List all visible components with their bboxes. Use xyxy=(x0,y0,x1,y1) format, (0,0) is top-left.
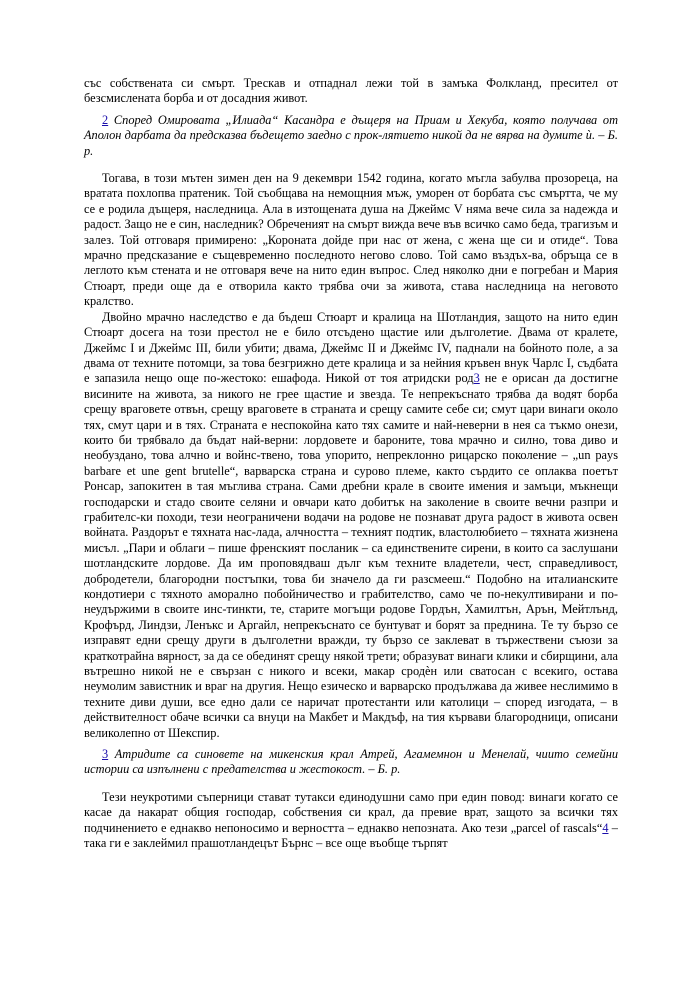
paragraph-text-part-2: не е орисан да достигне висините на живота, за никого не грее щастие и звезда. Те непрекъснато трябва да водят борба срещу враговете отвън, срещу враговете в страната и срещу самите себе си; смут цари винаги около тях, смут цари и в тях. Страната е неспокойна като тях самите и най-неверни в нея са тъкмо онези, които би трябвало да бъдат най-верни: лордовете и бароните, това мрачно и силно, това диво и необуздано, това алчно и войнс-твено, това упорито, непреклонно рицарско поколение – „un pays barbare et une gent brutelle“, варварска страна и сурово племе, както сърдито се оплаква поетът Ронсар, запокитен в тая мъглива страна. Сами дребни крале в своите имения и замъци, мъкнещи господарски и стадо своите селяни и овчари като добитък на заколение в своите вечни разпри и грабителс-ки походи, тези неограничени водачи на родове не познават друга радост в живота освен войната. Раздорът е тяхната нас-лада, алчността – техният подтик, властолюбието – тяхната жизнена мисъл. „Пари и облаги – пише френският посланик – са единствените сирени, в които са заслушани шотландските лордове. Да им проповядваш дълг към техните владетели, чест, справедливост, добродетели, благородни постъпки, това би значело да ги разсмееш.“ Подобно на италианските кондотиери с тяхното аморално побойничество и грабителство, само че по-некултивирани и по-неудържими в своите инс-тинкти, те, старите могъщи родове Гордън, Хамилтън, Арън, Мейтлънд, Крофърд, Линдзи, Ленъкс и Аргайл, непрекъснато се бунтуват и борят за преднина. Те ту бързо се изправят едни срещу други в дълголетни вражди, ту бързо се заклеват в тържествени съюзи за краткотрайна вярност, за да се обединят срещу някой трети; образуват винаги клики и сбирщини, ала вътрешно никой не е свързан с никого и всеки, макар сродѐн или сватосан с всекиго, остава неумолим завистник и враг на другия. Нещо езическо и варварско продължава да живее неслимимо в техните диви души, все едно дали се наричат протестанти или католици – според изгодата, – в действителност обаче всички са внуци на Макбет и Макдъф, на тия кървави благородници, описани великолепно от Шекспир. xyxy=(84,371,618,740)
paragraph-text-part-1: Двойно мрачно наследство е да бъдеш Стюарт и кралица на Шотландия, защото на нито един Стюарт досега на този престол не е било отсъдено щастие или дълголетие. Двама от кралете, Джеймс I и Джеймс III, били убити; двама, Джеймс II и Джеймс IV, паднали на бойното поле, а за двама от техните потомци, за това безгрижно дете кралица и за нейния кръвен внук Чарлс I, съдбата е запазила нещо още по-жестоко: ешафода. Никой от тоя атридски род xyxy=(84,309,618,386)
paragraph-text-part-1: Тези неукротими съперници стават тутакси единодушни само при един повод: винаги когато се касае да накарат общия господар, собствения си крал, да превие врат, защото за всички тях подчинението е еднакво непоносимо и верността – еднакво непозната. Ако тези „parcel of rascals“ xyxy=(84,789,618,835)
paragraph-stuart-inheritance xyxy=(84,310,618,741)
footnote-3-text: Атридите са синовете на микенския крал Атрей, Агамемнон и Менелай, чиито семейни истории са изпълнени с предателства и жестокост. – Б. р. xyxy=(84,747,618,777)
paragraph-text-part-2: – така ги е заклеймил прашотландецът Бърнс – все още въобще търпят xyxy=(84,820,618,851)
footnote-3-number[interactable]: 3 xyxy=(102,747,109,762)
footnote-3 xyxy=(84,747,618,778)
footnote-3-reference[interactable]: 3 xyxy=(473,371,480,386)
paragraph-james-v-death: Тогава, в този мътен зимен ден на 9 декември 1542 година, когато мъгла забулва прозореца, на вратата похлопва пратеник. Той съобщава на немощния мъж, уморен от борбата със смъртта, че му се е родила дъщеря, наследница. Ала в изтощената душа на Джеймс V няма вече сила за надежда и радост. Защо не е син, наследник? Обреченият на смърт вижда вече във всичко само беда, трагизъм и залез. Той отговаря примирено: „Короната дойде при нас от жена, с жена ще си и отиде“. Това мрачно предсказание е същевременно последното негово слово. Той само въздъх-ва, обръща се в леглото към стената и не отговаря вече на нито един въпрос. След няколко дни е погребан и Мария Стюарт, преди още да е отворила както трябва очи за живота, става наследница на неговото кралство. xyxy=(84,171,618,309)
footnote-2-text: Според Омировата „Илиада“ Касандра е дъщеря на Приам и Хекуба, която получава от Аполон дарбата да предсказва бъдещето заедно с прок-лятието никой да не вярва на думите ѝ. – Б. р. xyxy=(84,112,618,158)
footnote-2-number[interactable]: 2 xyxy=(102,112,109,127)
footnote-4-reference[interactable]: 4 xyxy=(602,820,609,835)
paragraph-rivals xyxy=(84,790,618,852)
footnote-2 xyxy=(84,113,618,159)
paragraph-continuation: със собствената си смърт. Трескав и отпаднал лежи той в замъка Фолкланд, пресител от безсмислената борба и от досадния живот. xyxy=(84,76,618,106)
